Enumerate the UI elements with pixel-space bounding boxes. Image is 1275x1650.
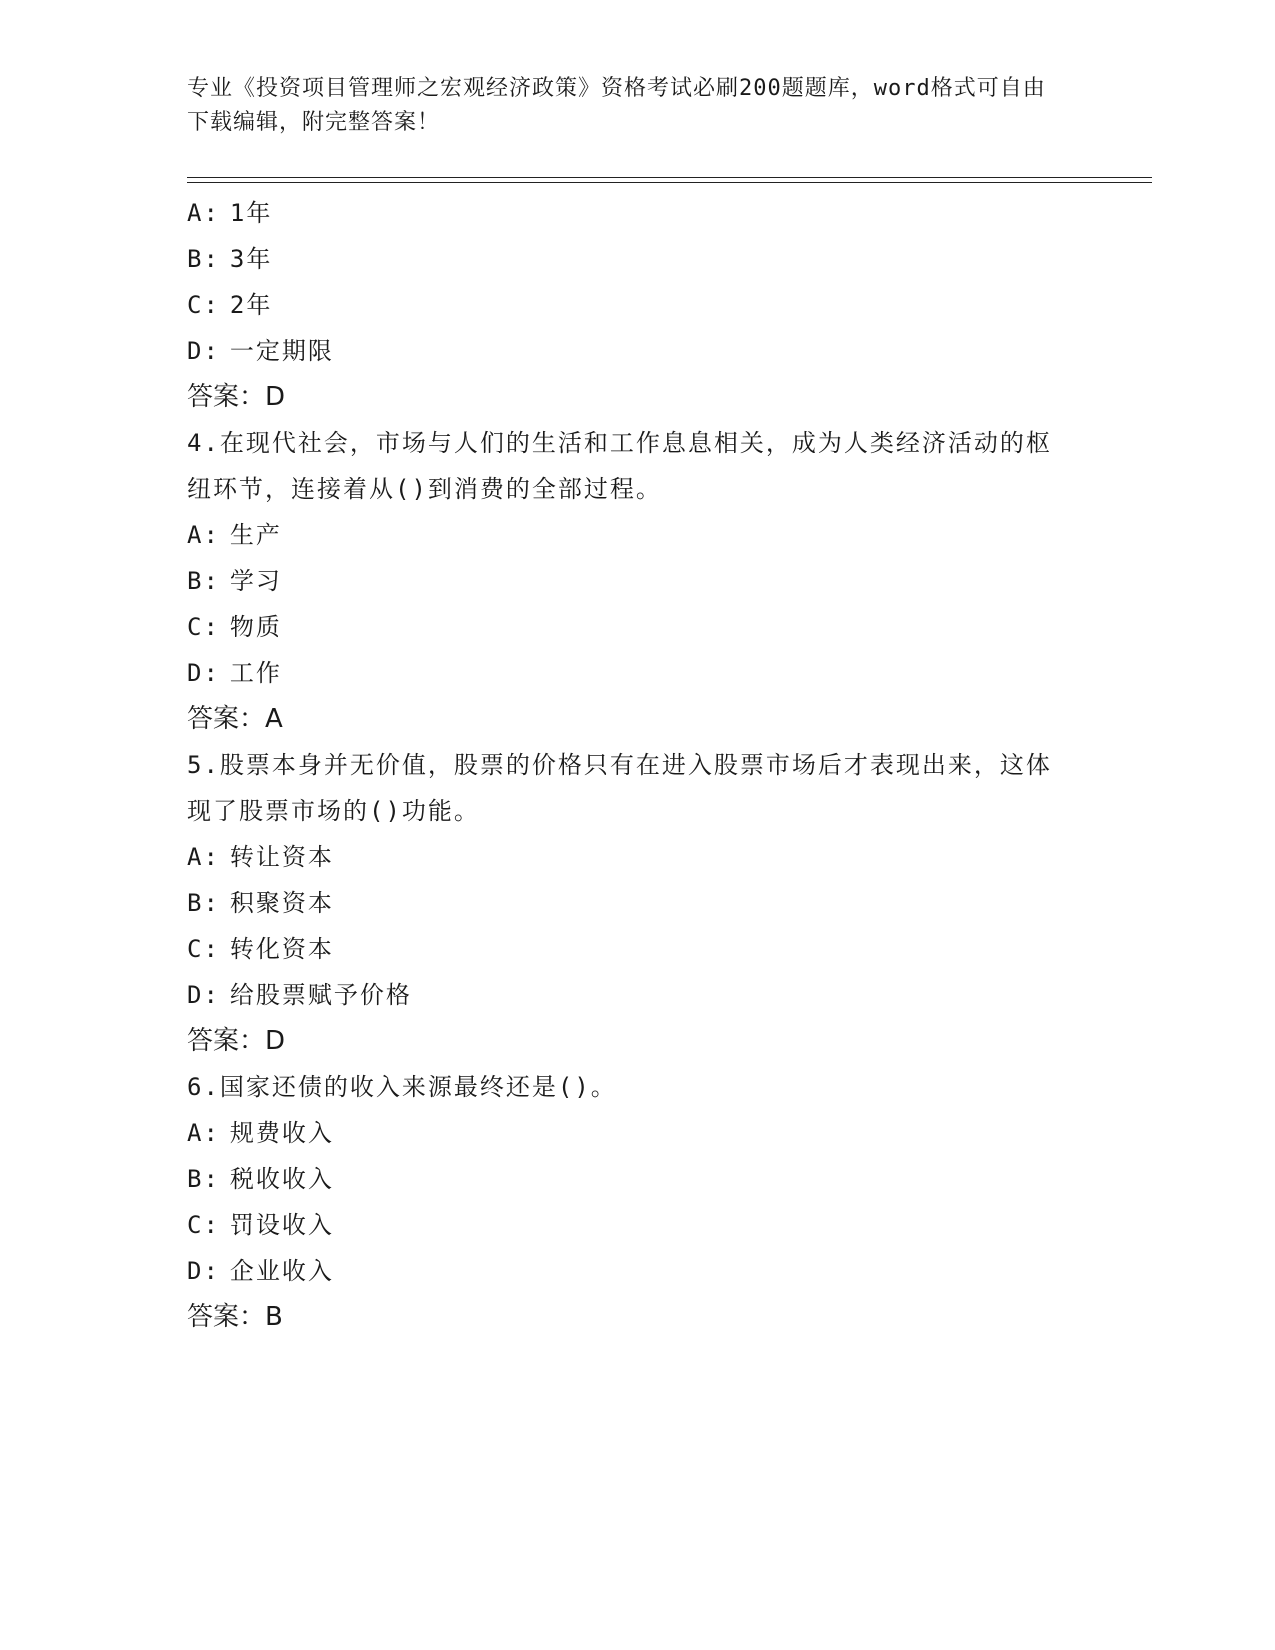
option-c bbox=[187, 282, 1067, 328]
option-key: A bbox=[187, 199, 204, 227]
option-b bbox=[187, 236, 1067, 282]
answer-line: 答案：D bbox=[187, 1026, 286, 1056]
option-text: 1年 bbox=[229, 199, 273, 227]
question-block bbox=[187, 1064, 1067, 1340]
option-text: 规费收入 bbox=[229, 1119, 334, 1147]
option-separator: : bbox=[203, 337, 220, 365]
option-d bbox=[187, 972, 1067, 1018]
option-separator: : bbox=[203, 1119, 220, 1147]
option-key: A bbox=[187, 843, 204, 871]
option-key: D bbox=[187, 1257, 204, 1285]
option-key: B bbox=[187, 889, 204, 917]
option-text: 转让资本 bbox=[229, 843, 334, 871]
option-separator: : bbox=[203, 199, 220, 227]
option-a bbox=[187, 834, 1067, 880]
question-block bbox=[187, 190, 1067, 420]
option-d bbox=[187, 650, 1067, 696]
option-c bbox=[187, 926, 1067, 972]
option-separator: : bbox=[203, 245, 220, 273]
option-separator: : bbox=[203, 291, 220, 319]
document-header: 专业《投资项目管理师之宏观经济政策》资格考试必刷200题题库，word格式可自由下载编辑，附完整答案！ bbox=[187, 76, 1046, 135]
option-key: A bbox=[187, 1119, 204, 1147]
option-a bbox=[187, 190, 1067, 236]
option-separator: : bbox=[203, 843, 220, 871]
question-text: 5.股票本身并无价值，股票的价格只有在进入股票市场后才表现出来，这体现了股票市场的()功能。 bbox=[187, 751, 1052, 825]
option-text: 给股票赋予价格 bbox=[229, 981, 412, 1009]
option-text: 3年 bbox=[229, 245, 273, 273]
option-c bbox=[187, 604, 1067, 650]
option-separator: : bbox=[203, 889, 220, 917]
question-block bbox=[187, 420, 1067, 742]
answer-line: 答案：D bbox=[187, 382, 286, 412]
option-separator: : bbox=[203, 613, 220, 641]
option-text: 转化资本 bbox=[229, 935, 334, 963]
option-text: 积聚资本 bbox=[229, 889, 334, 917]
question-text: 6.国家还债的收入来源最终还是()。 bbox=[187, 1073, 617, 1101]
option-text: 生产 bbox=[229, 521, 282, 549]
option-key: C bbox=[187, 935, 204, 963]
option-d bbox=[187, 328, 1067, 374]
option-separator: : bbox=[203, 935, 220, 963]
option-separator: : bbox=[203, 1257, 220, 1285]
option-text: 工作 bbox=[229, 659, 282, 687]
option-a bbox=[187, 512, 1067, 558]
option-text: 税收收入 bbox=[229, 1165, 334, 1193]
answer-line: 答案：B bbox=[187, 1302, 283, 1332]
option-text: 一定期限 bbox=[229, 337, 334, 365]
question-block bbox=[187, 742, 1067, 1064]
option-b bbox=[187, 880, 1067, 926]
header-rule-top bbox=[187, 177, 1152, 178]
option-text: 物质 bbox=[229, 613, 282, 641]
option-separator: : bbox=[203, 567, 220, 595]
option-d bbox=[187, 1248, 1067, 1294]
option-c bbox=[187, 1202, 1067, 1248]
option-key: B bbox=[187, 245, 204, 273]
option-key: A bbox=[187, 521, 204, 549]
option-separator: : bbox=[203, 981, 220, 1009]
option-key: C bbox=[187, 613, 204, 641]
option-separator: : bbox=[203, 1165, 220, 1193]
option-key: B bbox=[187, 1165, 204, 1193]
option-key: D bbox=[187, 981, 204, 1009]
option-key: D bbox=[187, 337, 204, 365]
option-a bbox=[187, 1110, 1067, 1156]
option-key: C bbox=[187, 1211, 204, 1239]
header-rule-bottom bbox=[187, 182, 1152, 183]
option-separator: : bbox=[203, 659, 220, 687]
option-text: 罚设收入 bbox=[229, 1211, 334, 1239]
option-b bbox=[187, 1156, 1067, 1202]
option-text: 2年 bbox=[229, 291, 273, 319]
option-text: 企业收入 bbox=[229, 1257, 334, 1285]
option-separator: : bbox=[203, 1211, 220, 1239]
option-key: B bbox=[187, 567, 204, 595]
question-list bbox=[187, 190, 1067, 1340]
option-key: D bbox=[187, 659, 204, 687]
question-text: 4.在现代社会，市场与人们的生活和工作息息相关，成为人类经济活动的枢纽环节，连接着从()到消费的全部过程。 bbox=[187, 429, 1052, 503]
option-separator: : bbox=[203, 521, 220, 549]
option-key: C bbox=[187, 291, 204, 319]
option-b bbox=[187, 558, 1067, 604]
option-text: 学习 bbox=[229, 567, 282, 595]
answer-line: 答案：A bbox=[187, 704, 283, 734]
